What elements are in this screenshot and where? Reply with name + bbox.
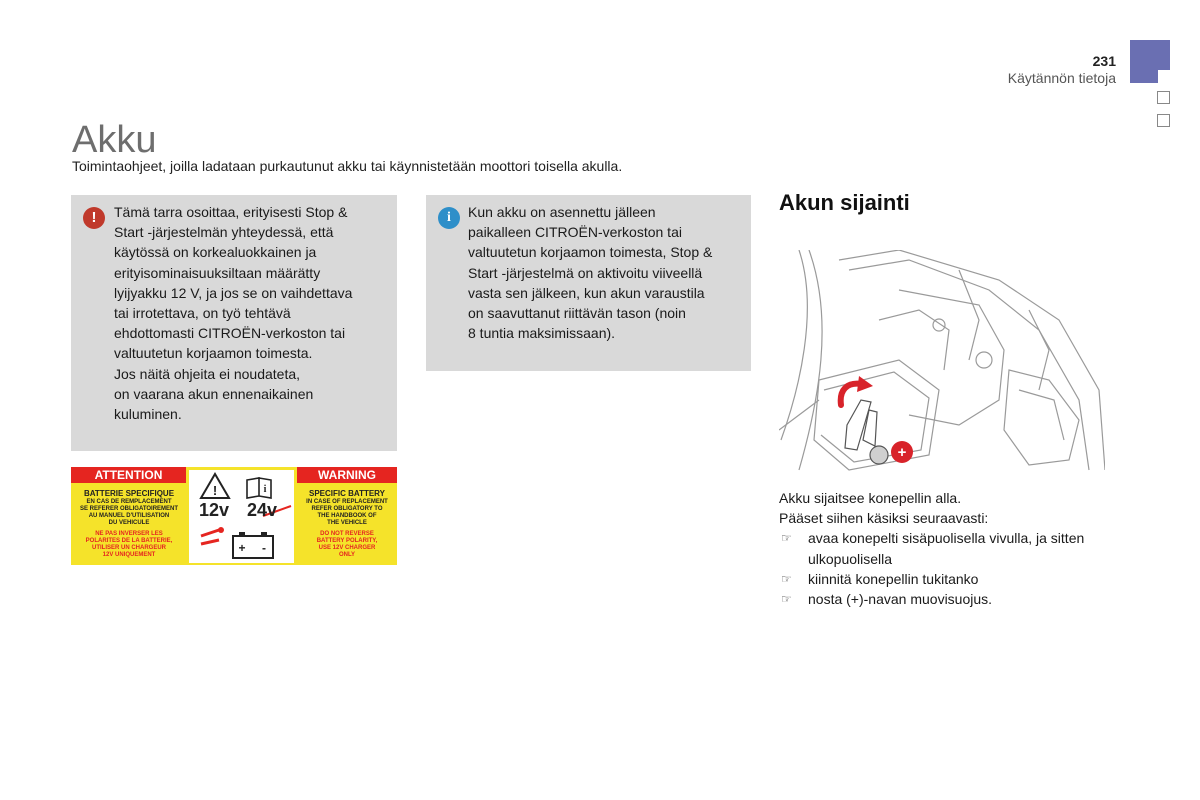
section-name: Käytännön tietoja xyxy=(1007,70,1116,86)
list-item xyxy=(779,589,1099,609)
manual-book-icon xyxy=(247,478,271,498)
positive-terminal-symbol: + xyxy=(897,444,907,461)
chapter-marker-active xyxy=(1158,70,1171,83)
battery-icon xyxy=(233,532,273,558)
section-heading: Akun sijainti xyxy=(779,190,910,215)
svg-text:!: ! xyxy=(212,483,218,498)
svg-text:+: + xyxy=(238,541,246,555)
chapter-marker xyxy=(1157,114,1170,127)
step-list xyxy=(779,528,1099,609)
location-intro-1: Akku sijaitsee konepellin alla. xyxy=(779,490,962,506)
step-text: kiinnitä konepellin tukitanko xyxy=(808,570,979,587)
label-en-title: SPECIFIC BATTERY xyxy=(308,489,385,498)
jump-clamps-icon xyxy=(201,527,224,544)
svg-text:-: - xyxy=(262,541,266,555)
label-attention: ATTENTION xyxy=(71,467,186,483)
label-fr-text: EN CAS DE REMPLACEMENT SE REFERER OBLIGATOIREMENT AU MANUEL D'UTILISATION DU VEHICULE xyxy=(79,499,179,526)
positive-terminal-icon xyxy=(891,441,913,463)
page-title: Akku xyxy=(72,119,157,161)
label-12v: 12v xyxy=(199,500,230,520)
warning-note-text: Tämä tarra osoittaa, erityisesti Stop & Start -järjestelmän yhteydessä, että käytössä on korkealuokkainen ja erityisominaisuuksiltaan määrätty lyijyakku 12 V, ja jos se on vaihdettava tai irrotettava, on työ tehtävä ehdottomasti CITROËN-verkoston tai valtuutetun korjaamon toimesta. Jos näitä ohjeita ei noudateta, on vaarana akun ennenaikainen kuluminen. xyxy=(114,204,353,423)
svg-text:i: i xyxy=(263,484,267,495)
page-subtitle: Toimintaohjeet, joilla ladataan purkautunut akku tai käynnistetään moottori toisella akulla. xyxy=(72,158,623,174)
label-en-red: DO NOT REVERSE BATTERY POLARITY, USE 12V CHARGER ONLY xyxy=(316,531,378,558)
warning-note xyxy=(71,195,397,451)
pointing-hand-icon: ☞ xyxy=(781,531,792,546)
label-warning: WARNING xyxy=(297,467,397,483)
pointing-hand-icon: ☞ xyxy=(781,592,792,607)
chapter-marker xyxy=(1157,91,1170,104)
warning-triangle-icon xyxy=(201,474,229,498)
label-fr-title: BATTERIE SPECIFIQUE xyxy=(83,489,175,498)
label-fr-red: NE PAS INVERSER LES POLARITES DE LA BATTERIE, UTILISER UN CHARGEUR 12V UNIQUEMENT xyxy=(85,531,173,558)
list-item xyxy=(779,569,1099,589)
location-intro-2: Pääset siihen käsiksi seuraavasti: xyxy=(779,510,989,527)
location-description xyxy=(779,488,1099,609)
step-text: avaa konepelti sisäpuolisella vivulla, ja sitten ulkopuolisella xyxy=(808,530,1085,567)
info-note xyxy=(426,195,751,371)
step-text: nosta (+)-navan muovisuojus. xyxy=(808,591,993,608)
label-pictograms xyxy=(189,470,294,563)
info-icon: i xyxy=(438,207,460,229)
pointing-hand-icon: ☞ xyxy=(781,571,792,586)
engine-bay-illustration xyxy=(779,250,1105,475)
page-number: 231 xyxy=(1092,53,1116,69)
label-24v: 24v xyxy=(247,500,278,520)
warning-exclamation-icon: ! xyxy=(83,207,105,229)
list-item xyxy=(779,528,1099,568)
terminal-cover-arrow-icon xyxy=(841,376,873,405)
info-note-text: Kun akku on asennettu jälleen paikalleen CITROËN-verkoston tai valtuutetun korjaamon toimesta, Stop & Start -järjestelmä on aktivoitu viiveellä vasta sen jälkeen, kun akun varaustila on saavuttanut riittävän tason (noin 8 tuntia maksimissaan). xyxy=(468,204,713,342)
battery-warning-label xyxy=(71,467,397,565)
label-en-text: IN CASE OF REPLACEMENT REFER OBLIGATORY TO THE HANDBOOK OF THE VEHICLE xyxy=(306,499,388,526)
